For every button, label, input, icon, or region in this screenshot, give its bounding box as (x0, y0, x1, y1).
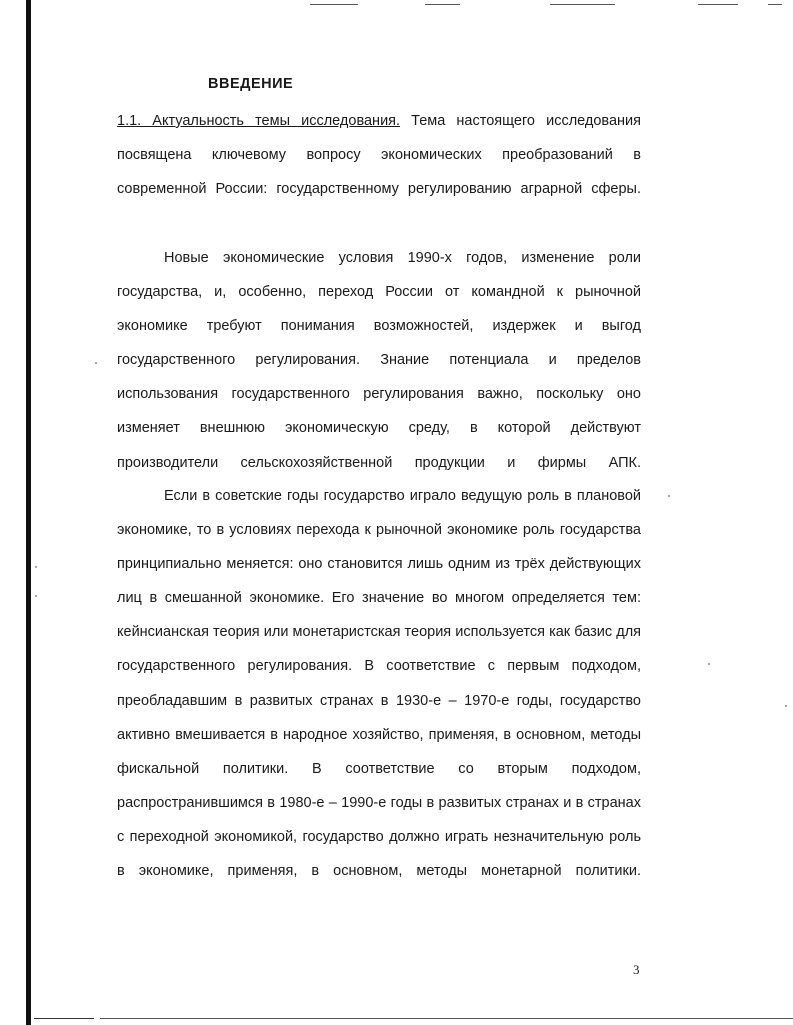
scan-top-rule (768, 4, 782, 5)
section-label: 1.1. Актуальность темы исследования. (117, 113, 401, 129)
scan-top-rule (425, 4, 460, 5)
paragraph-1 (117, 104, 641, 206)
scan-top-rule (310, 4, 358, 5)
scan-speck (95, 362, 97, 364)
paragraph-3: Если в советские годы государство играло ведущую роль в плановой экономике, то в условиях перехода к рыночной экономике роль государства принципиально меняется: оно становится лишь одним из трёх действующих лиц в смешанной экономике. Его значение во многом определяется тем: кейнсианская теория или монетаристская теория используется как базис для государственного регулирования. В соответствие с первым подходом, преобладавшим в развитых странах в 1930-е – 1970-е годы, государство активно вмешивается в народное хозяйство, применяя, в основном, методы фискальной политики. В соответствие со вторым подходом, распространившимся в 1980-е – 1990-е годы в развитых странах и в странах с переходной экономикой, государство должно играть незначительную роль в экономике, применяя, в основном, методы монетарной политики. (117, 488, 641, 880)
scan-speck (708, 663, 710, 665)
page-number: 3 (633, 962, 640, 977)
scan-bottom-rule (34, 1018, 94, 1019)
scan-speck (668, 495, 670, 497)
paragraph-1-text: Тема настоящего исследования посвящена ключевому вопросу экономических преобразований в современной России: государственному регулированию аграрной сферы. (117, 113, 641, 198)
paragraph-2: Новые экономические условия 1990-х годов, изменение роли государства, и, особенно, переход России от командной к рыночной экономике требуют понимания возможностей, издержек и выгод государственного регулирования. Знание потенциала и пределов использования государственного регулирования важно, поскольку оно изменяет внешнюю экономическую среду, в которой действуют производители сельскохозяйственной продукции и фирмы АПК. (117, 250, 641, 471)
scan-speck (35, 595, 37, 597)
scan-speck (35, 566, 37, 568)
scan-top-rule (550, 4, 615, 5)
scan-edge-left (26, 0, 31, 1025)
scan-top-rule (698, 4, 738, 5)
scan-bottom-rule (100, 1018, 793, 1019)
document-heading: ВВЕДЕНИЕ (208, 76, 294, 92)
scan-speck (785, 705, 787, 707)
